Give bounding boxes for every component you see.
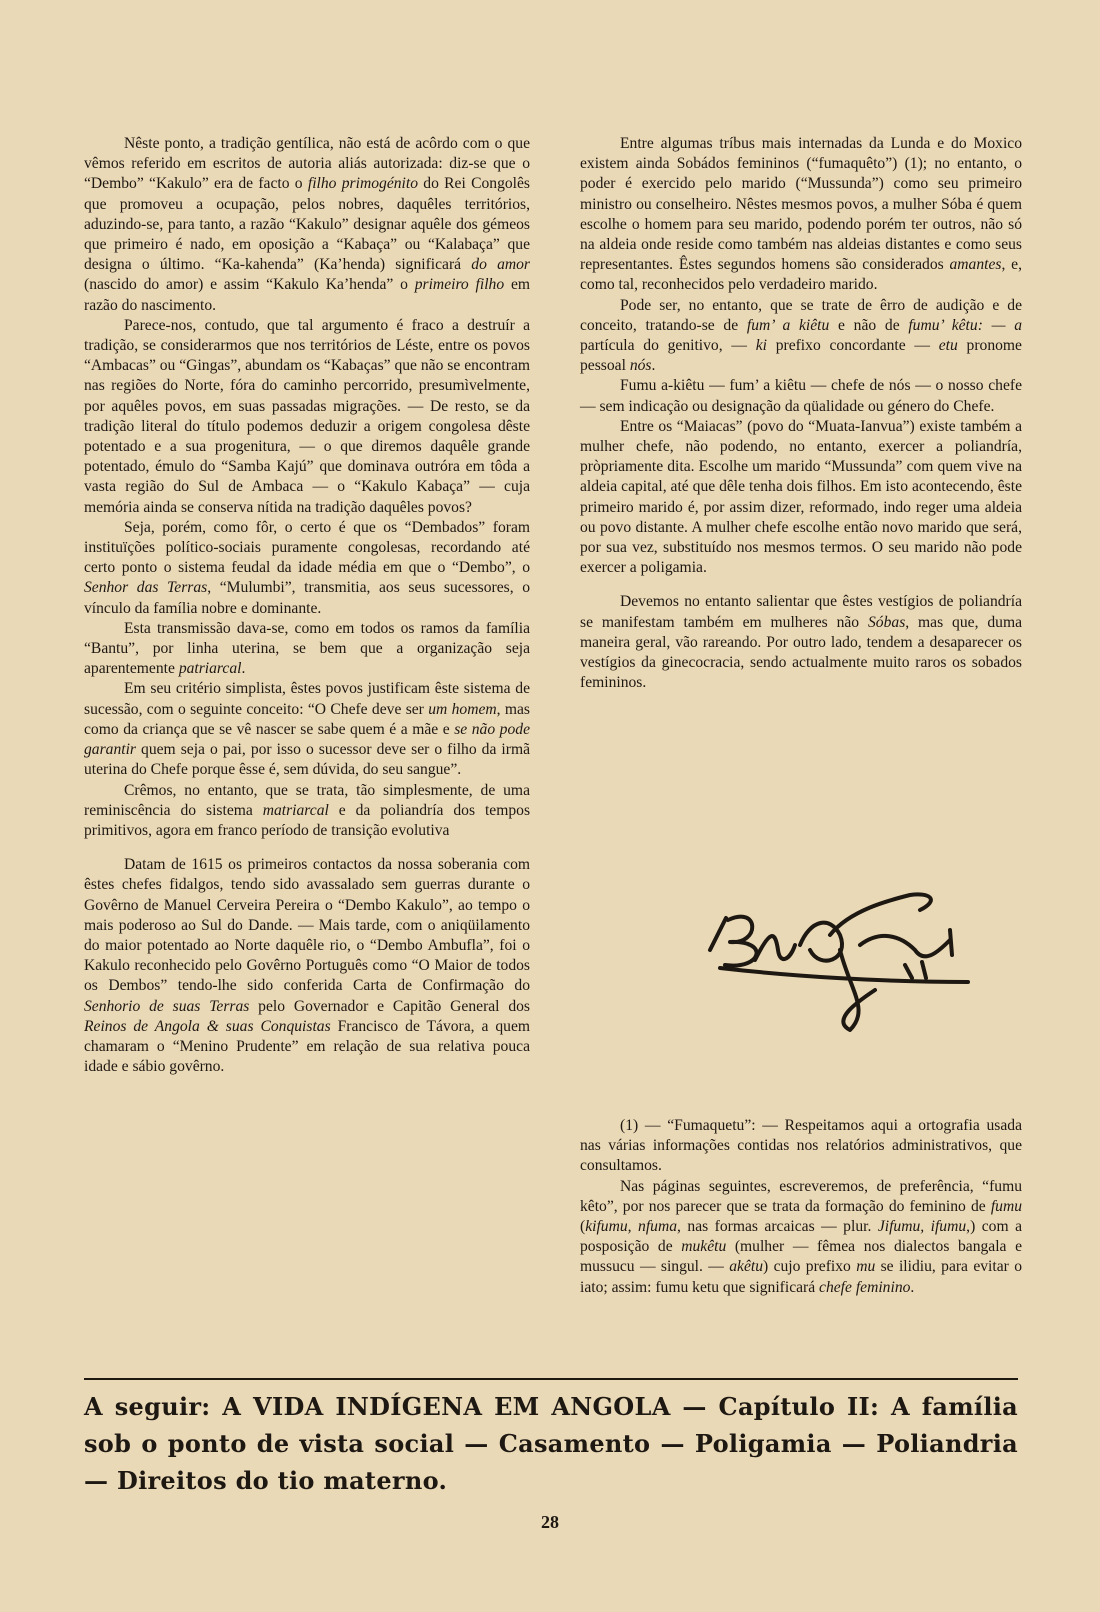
text-run: ( [580,1218,586,1236]
text-run: Esta transmissão dava-se, como em todos os ramos da família “Bantu”, por linha uterina, se bem que a organização seja aparentemente [84,619,530,678]
paragraph [580,376,1022,416]
paragraph [580,296,1022,377]
next-chapter-announcement: A seguir: A VIDA INDÍGENA EM ANGOLA — Capítulo II: A família sob o ponto de vista social — Casamento — Poligamia — Poliandria — Direitos do tio materno. [84,1392,1018,1495]
italic-text: mu [856,1258,876,1276]
italic-text: nós [629,357,652,375]
text-run: Pode ser, no entanto, que se trate de êrro de audição e de conceito, tratando-se de [580,296,1022,334]
italic-text: do amor [471,256,530,274]
text-run: Devemos no entanto salientar que êstes vestígios de poliandría se manifestam também em mulheres não [580,593,1022,631]
text-run: partícula do genitivo, — [580,337,756,355]
text-run: pelo Governador e Capitão General dos [249,997,530,1015]
footnotes [580,1116,1022,1298]
paragraph [84,316,530,518]
paragraph [580,417,1022,579]
italic-text: filho primogénito [307,175,418,193]
text-run: Datam de 1615 os primeiros contactos da nossa soberania com êstes chefes fidalgos, tendo sido avassalado sem guerras durante o Govêrno de Manuel Cerveira Pereira o “Dembo Kakulo”, ao tempo o mais poderoso ao Sul do Dande. — Mais tarde, com o aniqüilamento do maior potentado ao Norte daquêle rio, o “Dembo Ambufla”, foi o Kakulo reconhecido pelo Govêrno Português como “O Maior de todos os Dembos” tendo-lhe sido conferida Carta de Confirmação do [84,856,530,995]
divider-rule [84,1378,1018,1380]
italic-text: Sóbas [868,613,906,631]
text-run: . [910,1278,915,1296]
italic-text: chefe feminino [819,1278,911,1296]
italic-text: ki [755,337,767,355]
italic-text: mukêtu [681,1238,727,1256]
text-run: , mas que, duma maneira geral, vão rareando. Por outro lado, tendem a desaparecer os vestígios da ginecocracia, sendo actualmente muito raros os sobados femininos. [580,613,1022,692]
paragraph [84,619,530,680]
text-run: Fumu a-kiêtu — fum’ a kiêtu — chefe de nós — o nosso chefe — sem indicação ou designação da qüalidade ou género do Chefe. [580,377,1022,415]
text-run: (mulher — fêmea nos dialectos bangala e mussucu — singul. — [580,1238,1022,1276]
paragraph [84,134,530,316]
italic-text: Senhorio de suas Terras [84,997,250,1015]
text-run: , nas formas arcaicas — plur. [677,1218,878,1236]
text-run: e da poliandría dos tempos primitivos, agora em franco período de transição evolutiva [84,801,531,839]
italic-text: fumu [990,1197,1022,1215]
text-run: em razão do nascimento. [84,276,531,314]
italic-text: matriarcal [262,801,329,819]
paragraph [84,855,530,1077]
text-run: do Rei Congolês que promoveu a ocupação, pelos nobres, daquêles territórios, aduzindo-se, para tanto, a razão “Kakulo” designar aquêle dos gémeos que primeiro é nado, em oposição a “Kabaça” ou “Kalabaça” que designa o último. “Ka-kahenda” (Ka’henda) significará [84,175,530,274]
paragraph [580,1177,1022,1298]
text-run: . [241,660,246,678]
italic-text: primeiro filho [414,276,505,294]
text-run: Entre os “Maiacas” (povo do “Muata-Ianvua”) existe também a mulher chefe, não podendo, no entanto, exercer a poliandría, pròpriamente dita. Escolhe um marido “Mussunda” com quem vive na aldeia capital, até que dêle tenha dois filhos. Em isto acontecendo, êste primeiro marido é, por assim dizer, reformado, indo reger uma aldeia ou povo distante. A mulher chefe escolhe então novo marido que será, por sua vez, substituído nos mesmos termos. O seu marido não pode exercer a poligamia. [580,417,1022,577]
italic-text: akêtu [729,1258,764,1276]
text-run: (1) — “Fumaquetu”: — Respeitamos aqui a ortografia usada nas várias informações contidas nos relatórios administrativos, que consultamos. [580,1117,1022,1175]
left-column [84,134,530,1077]
text-run: ,) com a posposição de [580,1218,1022,1256]
italic-text: fumu’ kêtu: — a [908,316,1022,334]
paragraph [580,1116,1022,1177]
text-run: quem seja o pai, por isso o sucessor deve ser o filho da irmã uterina do Chefe porque êsse é, sem dúvida, do seu sangue”. [84,741,530,779]
italic-text: fum’ a kiêtu [746,316,830,334]
text-run: prefixo concordante — [766,337,939,355]
paragraph [580,134,1022,296]
text-run: , mas como da criança que se vê nascer se sabe quem é a mãe e [84,700,531,738]
italic-text: Senhor das Terras [84,579,208,597]
text-run: , “Mulumbi”, transmitia, aos seus sucessores, o vínculo da família nobre e dominante. [84,579,530,617]
italic-text: amantes [949,256,1002,274]
italic-text: etu [938,337,958,355]
text-run: Seja, porém, como fôr, o certo é que os “Dembados” foram instituïções político-sociais puramente congolesas, recordando até certo ponto o sistema feudal da idade média em que o “Dembo”, o [84,518,530,577]
text-run: (nascido do amor) e assim “Kakulo Ka’henda” o [84,276,415,294]
text-run: Nas páginas seguintes, escreveremos, de preferência, “fumu kêto”, por nos parecer que se trata da formação do feminino de [580,1177,1022,1215]
italic-text: Jifumu, ifumu [877,1218,967,1236]
text-run: ) cujo prefixo [763,1258,857,1276]
text-run: Parece-nos, contudo, que tal argumento é fraco a destruír a tradição, se considerarmos que nos territórios de Léste, entre os povos “Ambacas” ou “Gingas”, abundam os “Kabaças” que não se encontram nas regiões do Norte, fóra do caminho percorrido, presumìvelmente, por aquêles povos, em suas passadas migrações. — De resto, se da tradição literal do título podemos deduzir a origem congolesa dêste potentado e a sua progenitura, — o que diremos daquêle grande potentado, émulo do “Samba Kajú” que dominava outróra em tôda a vasta região do Sul de Ambaca — o “Kakulo Kabaça” — cuja memória ainda se conserva nítida na tradição daquêles povos? [84,316,530,516]
text-run: Francisco de Távora, a quem chamaram o “Menino Prudente” em relação de sua relativa pouca idade e sábio govêrno. [84,1017,531,1076]
signature [700,890,980,1040]
italic-text: Reinos de Angola & suas Conquistas [84,1017,331,1035]
paragraph [84,518,530,619]
text-run: , e, como tal, reconhecidos pelo verdadeiro marido. [580,256,1022,294]
italic-text: patriarcal [178,660,242,678]
page-number: 28 [541,1512,559,1532]
text-run: Em seu critério simplista, êstes povos justificam êste sistema de sucessão, com o seguinte conceito: “O Chefe deve ser [84,680,530,718]
text-run: pronome pessoal [580,337,1022,375]
italic-text: um homem [428,700,497,718]
italic-text: se não pode garantir [84,720,530,759]
text-run: . [651,357,656,375]
paragraph [580,592,1022,693]
text-run: Entre algumas tríbus mais internadas da Lunda e do Moxico existem ainda Sobádos femininos (“fumaquêto”) (1); no entanto, o poder é exercido pelo marido (“Mussunda”) como seu primeiro ministro ou conselheiro. Nêstes mesmos povos, a mulher Sóba é quem escolhe o homem para seu marido, podendo porém ter outros, não só na aldeia onde reside como também nas aldeias distantes e como seus representantes. Êstes segundos homens são considerados [580,135,1022,274]
paragraph [84,781,530,842]
text-run: Crêmos, no entanto, que se trata, tão simplesmente, de uma reminiscência do sistema [84,781,530,819]
paragraph [84,679,530,780]
text-run: Nêste ponto, a tradição gentílica, não está de acôrdo com o que vêmos referido em escritos de autoria aliás autorizada: diz-se que o “Dembo” “Kakulo” era de facto o [84,135,530,193]
right-column [580,134,1022,693]
text-run: se ilidiu, para evitar o iato; assim: fumu ketu que significará [580,1258,1022,1296]
italic-text: kifumu, nfuma [585,1218,678,1236]
text-run: e não de [829,316,909,334]
